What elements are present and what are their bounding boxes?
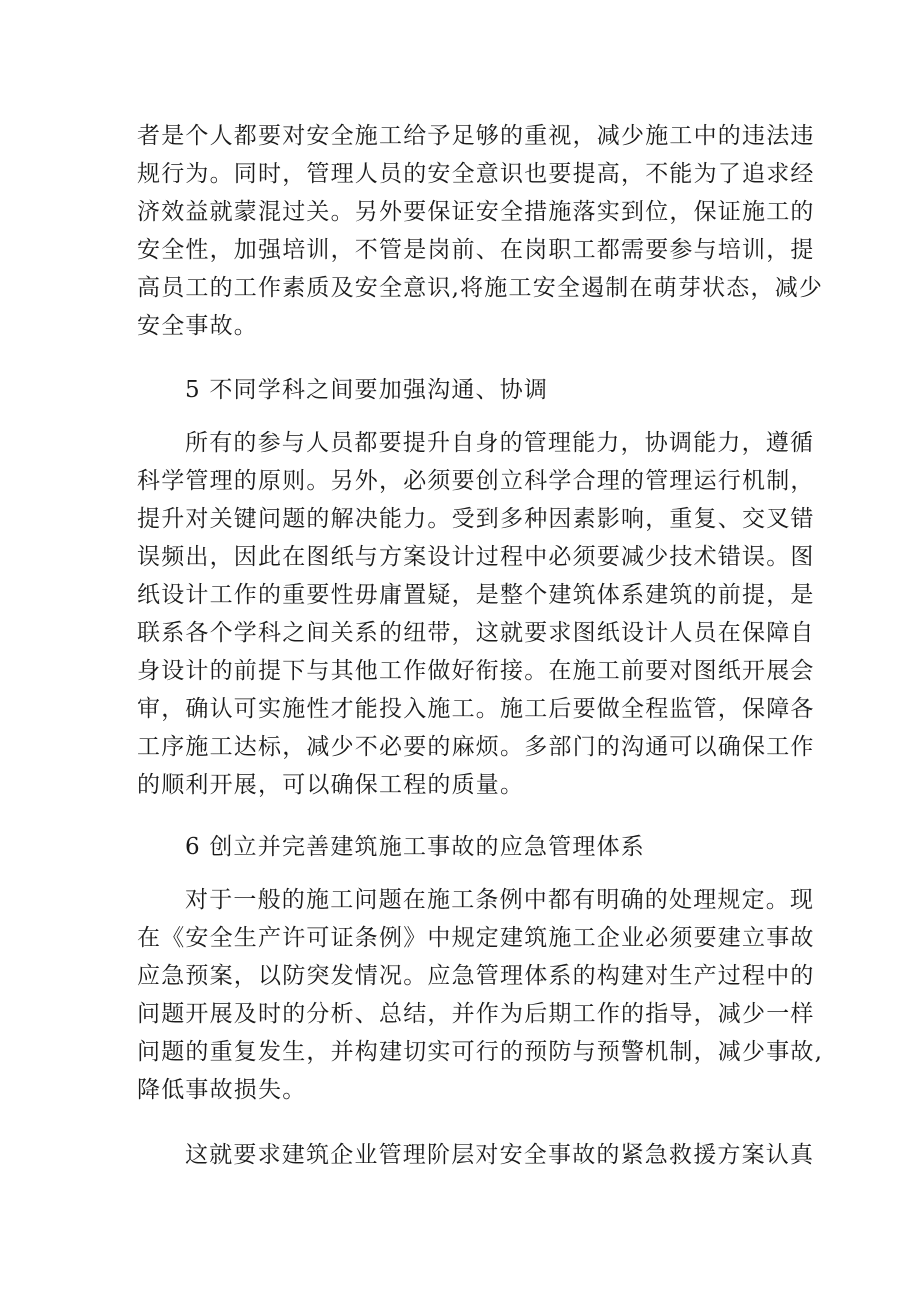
text-line: 应急预案，以防突发情况。应急管理体系的构建对生产过程中的 bbox=[137, 963, 815, 989]
text-line: 降低事故损失。 bbox=[137, 1077, 307, 1103]
text-line: 问题的重复发生，并构建切实可行的预防与预警机制，减少事故, bbox=[137, 1039, 824, 1065]
text-line: 规行为。同时，管理人员的安全意识也要提高，不能为了追求经 bbox=[137, 161, 815, 187]
text-line: 纸设计工作的重要性毋庸置疑，是整个建筑体系建筑的前提，是 bbox=[137, 582, 815, 608]
text-line: 的顺利开展，可以确保工程的质量。 bbox=[137, 772, 525, 798]
section-5-heading: 5 不同学科之间要加强沟通、协调 bbox=[185, 377, 549, 403]
text-line: 安全性，加强培训，不管是岗前、在岗职工都需要参与培训，提 bbox=[137, 237, 815, 263]
text-line: 者是个人都要对安全施工给予足够的重视，减少施工中的违法违 bbox=[137, 123, 815, 149]
text-line: 对于一般的施工问题在施工条例中都有明确的处理规定。现 bbox=[185, 887, 815, 913]
text-line: 误频出，因此在图纸与方案设计过程中必须要减少技术错误。图 bbox=[137, 544, 815, 570]
text-line: 这就要求建筑企业管理阶层对安全事故的紧急救援方案认真 bbox=[185, 1142, 815, 1168]
text-line: 在《安全生产许可证条例》中规定建筑施工企业必须要建立事故 bbox=[137, 925, 815, 951]
text-line: 济效益就蒙混过关。另外要保证安全措施落实到位，保证施工的 bbox=[137, 199, 815, 225]
text-line: 审，确认可实施性才能投入施工。施工后要做全程监管，保障各 bbox=[137, 696, 815, 722]
text-line: 安全事故。 bbox=[137, 313, 258, 339]
text-line: 科学管理的原则。另外，必须要创立科学合理的管理运行机制， bbox=[137, 468, 815, 494]
text-line: 问题开展及时的分析、总结，并作为后期工作的指导，减少一样 bbox=[137, 1001, 815, 1027]
text-line: 联系各个学科之间关系的纽带，这就要求图纸设计人员在保障自 bbox=[137, 620, 815, 646]
section-6-heading: 6 创立并完善建筑施工事故的应急管理体系 bbox=[185, 834, 645, 860]
text-line: 提升对关键问题的解决能力。受到多种因素影响，重复、交叉错 bbox=[137, 506, 815, 532]
text-line: 身设计的前提下与其他工作做好衔接。在施工前要对图纸开展会 bbox=[137, 658, 815, 684]
text-line: 所有的参与人员都要提升自身的管理能力，协调能力，遵循 bbox=[185, 430, 815, 456]
text-line: 高员工的工作素质及安全意识,将施工安全遏制在萌芽状态，减少 bbox=[137, 275, 824, 301]
text-line: 工序施工达标，减少不必要的麻烦。多部门的沟通可以确保工作 bbox=[137, 734, 815, 760]
